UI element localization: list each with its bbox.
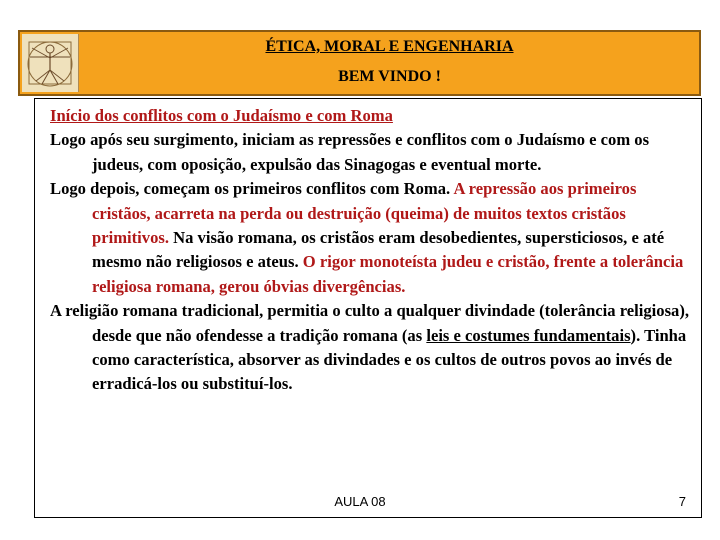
header-title: ÉTICA, MORAL E ENGENHARIA bbox=[265, 38, 514, 55]
paragraph-3-text-b: ). Tinha como característica, absorver as divindades e os cultos de outros povos ao invés de erradicá-los ou substituí-los. bbox=[92, 325, 687, 394]
footer-label: AULA 08 bbox=[334, 494, 386, 509]
page-number: 7 bbox=[678, 494, 686, 509]
paragraph-2 bbox=[50, 177, 690, 299]
content-body bbox=[50, 104, 690, 397]
slide-header bbox=[18, 30, 701, 96]
paragraph-2-highlight-a: A repressão aos primeiros cristãos, acarreta na perda ou destruição (queima) de muitos textos cristãos primitivos. bbox=[92, 179, 637, 248]
paragraph-3-text-a: A religião romana tradicional, permitia o culto a qualquer divindade (tolerância religiosa), desde que não ofendesse a tradição romana (as bbox=[50, 301, 690, 345]
paragraph-3-underlined: leis e costumes fundamentais bbox=[426, 325, 631, 345]
paragraph-2-text-a: Logo depois, começam os primeiros conflitos com Roma. bbox=[50, 179, 454, 199]
paragraph-1: Logo após seu surgimento, iniciam as repressões e conflitos com o Judaísmo e com os judeus, com oposição, expulsão das Sinagogas e eventual morte. bbox=[50, 130, 650, 174]
paragraph-3 bbox=[50, 299, 690, 397]
header-subtitle: BEM VINDO ! bbox=[338, 68, 441, 85]
section-heading: Início dos conflitos com o Judaísmo e com Roma bbox=[50, 106, 393, 125]
paragraph-2-text-b: Na visão romana, os cristãos eram desobedientes, supersticiosos, e até mesmo não religiosos e ateus. bbox=[92, 228, 665, 272]
paragraph-2-highlight-b: O rigor monoteísta judeu e cristão, frente a tolerância religiosa romana, gerou óbvias divergências. bbox=[92, 252, 684, 296]
vitruvian-man-icon bbox=[22, 34, 79, 92]
